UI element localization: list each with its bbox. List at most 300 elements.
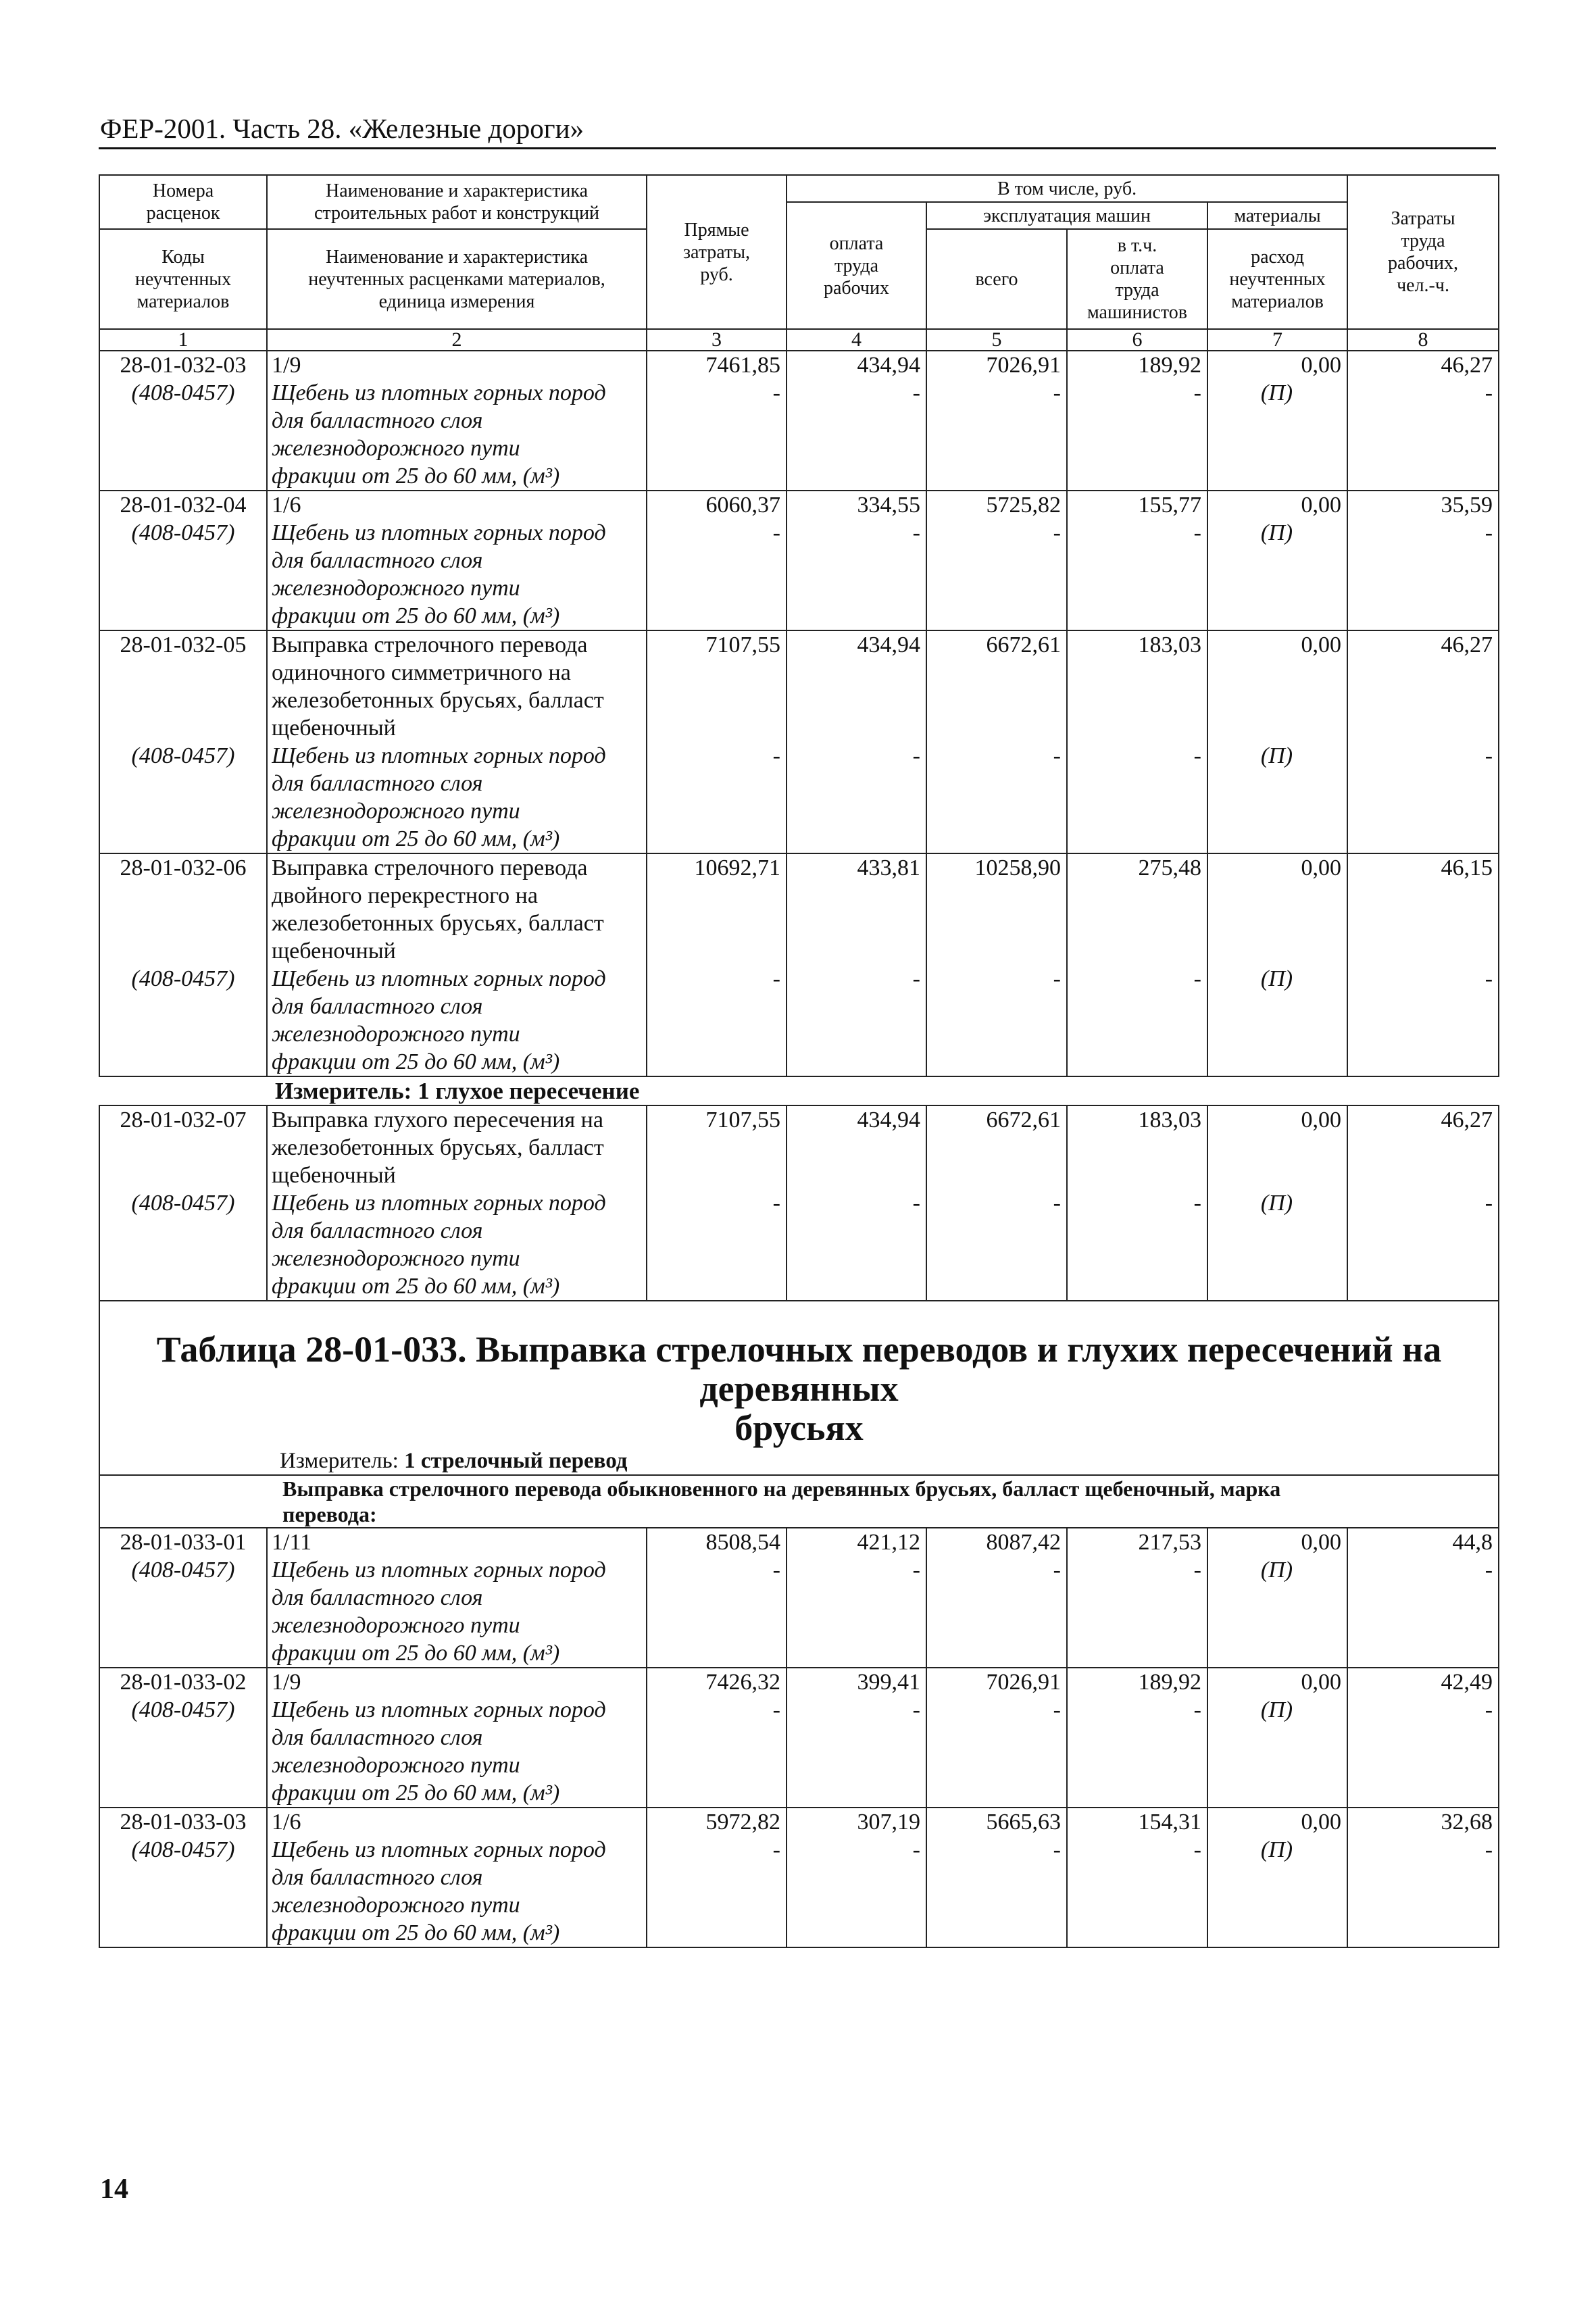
p-mark: (П): [1260, 1191, 1293, 1216]
labor-pay-cell: [787, 630, 926, 853]
dash: -: [772, 743, 780, 768]
material-code: (408-0457): [131, 1558, 235, 1583]
material-line: для балластного слоя: [272, 1865, 483, 1890]
header-text-line: расход: [1251, 246, 1304, 268]
header-text-line: расценок: [146, 203, 220, 224]
header-text-line: материалов: [136, 291, 230, 312]
spacer-line: [1212, 1162, 1341, 1189]
spacer-line: [931, 937, 1061, 965]
p-mark: (П): [1260, 380, 1293, 405]
spacer-line: [1352, 687, 1493, 714]
material-line: Щебень из плотных горных пород: [272, 1697, 606, 1722]
column-number: 7: [1207, 329, 1347, 351]
labor-hours: 44,8: [1452, 1530, 1493, 1555]
operator-pay: 189,92: [1138, 353, 1201, 378]
description-cell: [267, 491, 647, 630]
table-033-title: [100, 1301, 1498, 1447]
header-text-line: руб.: [700, 264, 733, 285]
header-text-line: Наименование и характеристика: [325, 246, 589, 268]
header-text-line: оплата: [1110, 257, 1164, 278]
material-line: фракции от 25 до 60 мм, (м³): [272, 1274, 560, 1299]
work-name-line: железобетонных брусьях, балласт: [272, 1135, 604, 1160]
material-code: (408-0457): [131, 1697, 235, 1722]
dash: -: [912, 1697, 920, 1722]
direct-cost-cell: [647, 630, 787, 853]
spacer-line: [1072, 687, 1201, 714]
header-text-line: неучтенных расценками материалов,: [308, 268, 605, 290]
machines-total-cell: [926, 1105, 1067, 1301]
operator-pay-cell: [1067, 1668, 1207, 1808]
rate-code: 28-01-032-03: [120, 353, 247, 378]
material-line: Щебень из плотных горных пород: [272, 1558, 606, 1583]
work-name-line: двойного перекрестного на: [272, 883, 538, 908]
spacer-line: [104, 937, 262, 965]
rates-table-sheet: [99, 174, 1498, 1948]
material-line: железнодорожного пути: [272, 1246, 520, 1271]
machines-total: 7026,91: [986, 1670, 1061, 1695]
header-text-line: Прямые: [684, 219, 749, 241]
intro-line2: перевода:: [282, 1502, 377, 1526]
labor-pay-cell: [787, 1528, 926, 1668]
header-text-line: рабочих,: [1388, 253, 1459, 274]
material-use: 0,00: [1301, 1670, 1342, 1695]
dash: -: [1193, 966, 1201, 991]
material-line: железнодорожного пути: [272, 436, 520, 461]
rate-code-cell: [99, 1808, 267, 1947]
dash: -: [772, 1558, 780, 1583]
table-row: [99, 1105, 1499, 1301]
work-name-line: 1/9: [272, 353, 301, 378]
material-line: для балластного слоя: [272, 771, 483, 796]
direct-cost-cell: [647, 491, 787, 630]
dash: -: [1485, 1697, 1493, 1722]
work-name-line: железобетонных брусьях, балласт: [272, 688, 604, 713]
table-033-title-line2: брусьях: [734, 1408, 864, 1448]
material-line: фракции от 25 до 60 мм, (м³): [272, 826, 560, 851]
header-text-line: в т.ч.: [1117, 235, 1157, 256]
header-text-line: Затраты: [1391, 208, 1455, 229]
material-use: 0,00: [1301, 632, 1342, 657]
header-operator-pay: [1067, 229, 1207, 329]
description-cell: [267, 853, 647, 1076]
header-text-line: неучтенных: [134, 268, 232, 290]
dash: -: [1053, 1837, 1061, 1862]
material-code: (408-0457): [131, 380, 235, 405]
spacer-line: [931, 714, 1061, 742]
header-text-line: труда: [1115, 280, 1159, 301]
rates-table: [99, 174, 1499, 1948]
column-number: 2: [267, 329, 647, 351]
description-cell: [267, 1528, 647, 1668]
labor-pay: 307,19: [857, 1810, 920, 1835]
direct-cost: 7426,32: [705, 1670, 780, 1695]
material-code: (408-0457): [131, 743, 235, 768]
table-033-caption: [99, 1301, 1499, 1528]
dash: -: [772, 1697, 780, 1722]
direct-cost-cell: [647, 1808, 787, 1947]
dash: -: [1485, 966, 1493, 991]
dash: -: [1485, 1191, 1493, 1216]
dash: -: [1193, 380, 1201, 405]
spacer-line: [931, 687, 1061, 714]
labor-pay-cell: [787, 491, 926, 630]
header-materials: материалы: [1207, 202, 1347, 229]
dash: -: [1485, 1837, 1493, 1862]
spacer-line: [104, 882, 262, 910]
labor-pay: 434,94: [857, 1107, 920, 1132]
intro-line1: Выправка стрелочного перевода обыкновенного на деревянных брусьях, балласт щебеночный, марка: [282, 1476, 1281, 1501]
material-code: (408-0457): [131, 520, 235, 545]
spacer-line: [1072, 1134, 1201, 1162]
direct-cost-cell: [647, 1668, 787, 1808]
rate-code: 28-01-033-03: [120, 1810, 247, 1835]
dash: -: [1193, 1558, 1201, 1583]
spacer-line: [791, 937, 920, 965]
spacer-line: [791, 714, 920, 742]
table-row: [99, 351, 1499, 491]
spacer-line: [1212, 659, 1341, 687]
spacer-line: [104, 714, 262, 742]
header-incl-group: В том числе, руб.: [787, 175, 1347, 202]
spacer-line: [791, 687, 920, 714]
dash: -: [1053, 1191, 1061, 1216]
header-rule: [99, 147, 1496, 149]
spacer-line: [1352, 659, 1493, 687]
header-text-line: рабочих: [823, 277, 889, 299]
dash: -: [1053, 520, 1061, 545]
header-text-line: единица измерения: [378, 291, 535, 312]
direct-cost: 5972,82: [705, 1810, 780, 1835]
machines-total: 5725,82: [986, 493, 1061, 518]
work-name-line: Выправка стрелочного перевода: [272, 855, 588, 880]
p-mark: (П): [1260, 520, 1293, 545]
description-cell: [267, 630, 647, 853]
material-line: Щебень из плотных горных пород: [272, 380, 606, 405]
labor-hours-cell: [1347, 1668, 1499, 1808]
material-use-cell: [1207, 630, 1347, 853]
header-text-line: труда: [834, 255, 879, 276]
spacer-line: [651, 937, 780, 965]
dash: -: [1485, 380, 1493, 405]
dash: -: [1193, 1837, 1201, 1862]
material-use-cell: [1207, 1528, 1347, 1668]
operator-pay: 189,92: [1138, 1670, 1201, 1695]
spacer-line: [791, 910, 920, 937]
labor-pay-cell: [787, 1105, 926, 1301]
spacer-line: [1072, 1162, 1201, 1189]
labor-pay-cell: [787, 853, 926, 1076]
p-mark: (П): [1260, 1558, 1293, 1583]
spacer-line: [1352, 1134, 1493, 1162]
dash: -: [772, 380, 780, 405]
operator-pay-cell: [1067, 1808, 1207, 1947]
table-row: [99, 491, 1499, 630]
spacer-line: [104, 659, 262, 687]
spacer-line: [1072, 937, 1201, 965]
material-line: для балластного слоя: [272, 1585, 483, 1610]
dash: -: [1193, 1697, 1201, 1722]
header-material-use: [1207, 229, 1347, 329]
spacer-line: [931, 1162, 1061, 1189]
labor-hours-cell: [1347, 630, 1499, 853]
header-text-line: неучтенных: [1229, 268, 1326, 290]
material-line: для балластного слоя: [272, 1218, 483, 1243]
material-use-cell: [1207, 351, 1347, 491]
dash: -: [1193, 1191, 1201, 1216]
direct-cost-cell: [647, 853, 787, 1076]
spacer-line: [1072, 659, 1201, 687]
header-text-line: материалов: [1231, 291, 1324, 312]
column-number: 5: [926, 329, 1067, 351]
table-header: [99, 175, 1499, 351]
machines-total-cell: [926, 491, 1067, 630]
operator-pay-cell: [1067, 853, 1207, 1076]
dash: -: [1053, 380, 1061, 405]
measure-row-group: [99, 1076, 1499, 1105]
column-number: 6: [1067, 329, 1207, 351]
material-line: фракции от 25 до 60 мм, (м³): [272, 1781, 560, 1806]
work-name-line: Выправка стрелочного перевода: [272, 632, 588, 657]
material-line: для балластного слоя: [272, 1725, 483, 1750]
description-cell: [267, 351, 647, 491]
header-text-line: Номера: [152, 180, 214, 201]
spacer-line: [1212, 937, 1341, 965]
material-line: железнодорожного пути: [272, 576, 520, 601]
material-use-cell: [1207, 853, 1347, 1076]
work-name-line: одиночного симметричного на: [272, 660, 571, 685]
rate-code-cell: [99, 351, 267, 491]
spacer-line: [651, 714, 780, 742]
operator-pay: 154,31: [1138, 1810, 1201, 1835]
material-line: железнодорожного пути: [272, 1893, 520, 1918]
labor-hours: 46,27: [1441, 632, 1493, 657]
machines-total-cell: [926, 1668, 1067, 1808]
operator-pay: 183,03: [1138, 1107, 1201, 1132]
table-row: [99, 1528, 1499, 1668]
dash: -: [1193, 520, 1201, 545]
material-use: 0,00: [1301, 1810, 1342, 1835]
column-number: 4: [787, 329, 926, 351]
labor-hours-cell: [1347, 1808, 1499, 1947]
spacer-line: [651, 659, 780, 687]
material-use: 0,00: [1301, 855, 1342, 880]
table-033-title-line1: Таблица 28-01-033. Выправка стрелочных переводов и глухих пересечений на деревянных: [156, 1329, 1442, 1409]
column-number: 8: [1347, 329, 1499, 351]
header-text-line: машинистов: [1087, 302, 1187, 323]
p-mark: (П): [1260, 1697, 1293, 1722]
spacer-line: [1352, 910, 1493, 937]
spacer-line: [1212, 1134, 1341, 1162]
rate-code: 28-01-033-01: [120, 1530, 247, 1555]
labor-pay-cell: [787, 1668, 926, 1808]
direct-cost: 6060,37: [705, 493, 780, 518]
spacer-line: [1352, 937, 1493, 965]
dash: -: [1053, 1558, 1061, 1583]
dash: -: [1193, 743, 1201, 768]
operator-pay-cell: [1067, 491, 1207, 630]
labor-pay: 399,41: [857, 1670, 920, 1695]
spacer-line: [1072, 714, 1201, 742]
material-line: для балластного слоя: [272, 994, 483, 1019]
header-work-name: [267, 175, 647, 229]
spacer-line: [1352, 882, 1493, 910]
spacer-line: [791, 1134, 920, 1162]
work-name-line: 1/11: [272, 1530, 312, 1555]
header-labor-hours: [1347, 175, 1499, 329]
dash: -: [912, 1558, 920, 1583]
dash: -: [912, 1191, 920, 1216]
material-use: 0,00: [1301, 1107, 1342, 1132]
labor-hours: 35,59: [1441, 493, 1493, 518]
labor-hours-cell: [1347, 351, 1499, 491]
operator-pay: 217,53: [1138, 1530, 1201, 1555]
dash: -: [1485, 1558, 1493, 1583]
labor-pay: 433,81: [857, 855, 920, 880]
header-rate-numbers: [99, 175, 267, 229]
table-row: [99, 1808, 1499, 1947]
rate-code: 28-01-032-05: [120, 632, 247, 657]
work-name-line: 1/6: [272, 493, 301, 518]
description-cell: [267, 1105, 647, 1301]
material-line: фракции от 25 до 60 мм, (м³): [272, 464, 560, 489]
description-cell: [267, 1808, 647, 1947]
labor-hours: 32,68: [1441, 1810, 1493, 1835]
table-body-032: [99, 351, 1499, 1076]
header-text-line: Коды: [161, 246, 205, 268]
spacer-line: [651, 687, 780, 714]
column-number: 1: [99, 329, 267, 351]
machines-total-cell: [926, 630, 1067, 853]
dash: -: [912, 520, 920, 545]
spacer-line: [1212, 714, 1341, 742]
header-material-name: [267, 229, 647, 329]
labor-pay-cell: [787, 1808, 926, 1947]
material-use: 0,00: [1301, 493, 1342, 518]
rate-code: 28-01-033-02: [120, 1670, 247, 1695]
spacer-line: [1352, 1162, 1493, 1189]
spacer-line: [791, 659, 920, 687]
header-text-line: труда: [1401, 230, 1445, 251]
material-line: фракции от 25 до 60 мм, (м³): [272, 603, 560, 628]
material-line: железнодорожного пути: [272, 799, 520, 824]
material-use: 0,00: [1301, 1530, 1342, 1555]
material-line: Щебень из плотных горных пород: [272, 1837, 606, 1862]
table-body-033: [99, 1528, 1499, 1947]
table-033-measure: [100, 1447, 1498, 1474]
material-line: Щебень из плотных горных пород: [272, 743, 606, 768]
spacer-line: [651, 882, 780, 910]
dash: -: [1053, 743, 1061, 768]
table-row: [99, 1668, 1499, 1808]
operator-pay-cell: [1067, 351, 1207, 491]
machines-total: 8087,42: [986, 1530, 1061, 1555]
page-number: 14: [100, 2174, 128, 2205]
header-text-line: чел.-ч.: [1397, 275, 1449, 296]
header-machines-total: всего: [926, 229, 1067, 329]
material-line: фракции от 25 до 60 мм, (м³): [272, 1049, 560, 1074]
p-mark: (П): [1260, 966, 1293, 991]
operator-pay: 183,03: [1138, 632, 1201, 657]
work-name-line: щебеночный: [272, 1163, 396, 1188]
spacer-line: [651, 1134, 780, 1162]
rate-code-cell: [99, 1668, 267, 1808]
machines-total-cell: [926, 853, 1067, 1076]
spacer-line: [791, 1162, 920, 1189]
material-use-cell: [1207, 1105, 1347, 1301]
dash: -: [912, 966, 920, 991]
operator-pay: 275,48: [1138, 855, 1201, 880]
dash: -: [772, 1191, 780, 1216]
spacer-line: [651, 1162, 780, 1189]
dash: -: [772, 1837, 780, 1862]
labor-pay: 434,94: [857, 353, 920, 378]
table-033-intro: [99, 1475, 1499, 1528]
machines-total: 6672,61: [986, 1107, 1061, 1132]
column-number: 3: [647, 329, 787, 351]
direct-cost: 8508,54: [705, 1530, 780, 1555]
material-line: Щебень из плотных горных пород: [272, 520, 606, 545]
material-line: фракции от 25 до 60 мм, (м³): [272, 1920, 560, 1945]
direct-cost: 7107,55: [705, 632, 780, 657]
measure-prefix: Измеритель:: [280, 1449, 405, 1473]
direct-cost: 10692,71: [694, 855, 780, 880]
labor-hours-cell: [1347, 491, 1499, 630]
operator-pay-cell: [1067, 630, 1207, 853]
spacer-line: [1212, 910, 1341, 937]
spacer-line: [931, 659, 1061, 687]
measure-crossing: Измеритель: 1 глухое пересечение: [99, 1076, 1499, 1105]
measure-value: 1 стрелочный перевод: [404, 1449, 628, 1473]
spacer-line: [1072, 910, 1201, 937]
spacer-line: [104, 687, 262, 714]
labor-hours: 46,15: [1441, 855, 1493, 880]
running-header: ФЕР-2001. Часть 28. «Железные дороги»: [100, 113, 584, 144]
material-code: (408-0457): [131, 966, 235, 991]
dash: -: [772, 520, 780, 545]
labor-pay: 334,55: [857, 493, 920, 518]
rate-code-cell: [99, 853, 267, 1076]
machines-total: 7026,91: [986, 353, 1061, 378]
operator-pay-cell: [1067, 1105, 1207, 1301]
spacer-line: [931, 910, 1061, 937]
work-name-line: щебеночный: [272, 939, 396, 964]
rate-code-cell: [99, 1528, 267, 1668]
rate-code-cell: [99, 1105, 267, 1301]
material-line: Щебень из плотных горных пород: [272, 1191, 606, 1216]
operator-pay: 155,77: [1138, 493, 1201, 518]
material-line: для балластного слоя: [272, 408, 483, 433]
material-line: для балластного слоя: [272, 548, 483, 573]
work-name-line: 1/6: [272, 1810, 301, 1835]
spacer-line: [791, 882, 920, 910]
header-text-line: строительных работ и конструкций: [314, 203, 600, 224]
labor-pay: 421,12: [857, 1530, 920, 1555]
labor-hours-cell: [1347, 1105, 1499, 1301]
description-cell: [267, 1668, 647, 1808]
dash: -: [1053, 966, 1061, 991]
rate-code: 28-01-032-04: [120, 493, 247, 518]
work-name-line: железобетонных брусьях, балласт: [272, 911, 604, 936]
material-use: 0,00: [1301, 353, 1342, 378]
machines-total-cell: [926, 1808, 1067, 1947]
direct-cost: 7107,55: [705, 1107, 780, 1132]
header-text-line: оплата: [829, 232, 884, 254]
machines-total: 10258,90: [974, 855, 1061, 880]
dash: -: [1485, 743, 1493, 768]
column-number-row: [99, 329, 1499, 351]
dash: -: [772, 966, 780, 991]
material-line: железнодорожного пути: [272, 1022, 520, 1047]
